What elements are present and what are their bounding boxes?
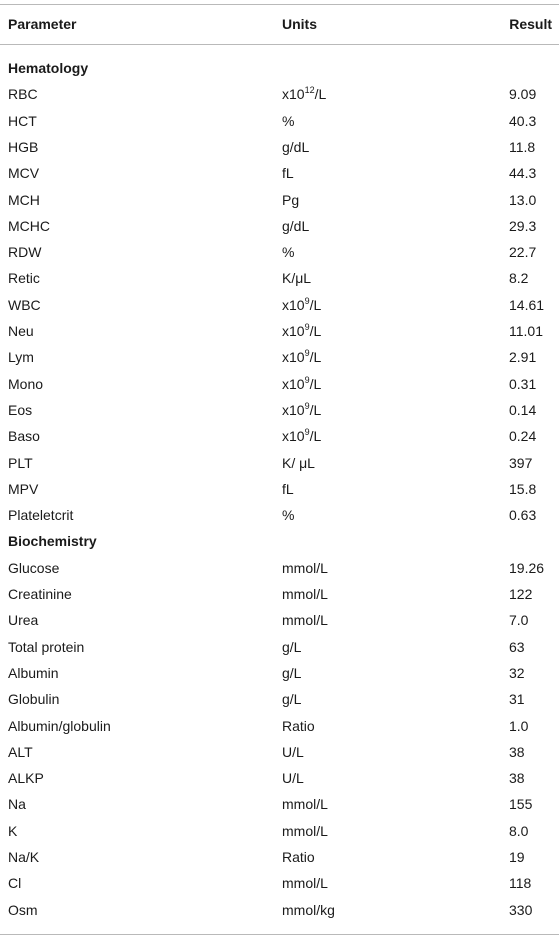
table-row xyxy=(0,660,559,686)
table-row xyxy=(0,344,559,370)
unit-cell xyxy=(282,897,335,923)
table-row xyxy=(0,818,559,844)
unit-tail: /L xyxy=(309,401,322,418)
table-bottom-rule xyxy=(0,934,559,935)
parameter-cell: Osm xyxy=(8,901,38,918)
result-cell: 15.8 xyxy=(509,480,537,497)
unit-base: U/L xyxy=(282,770,304,787)
table-row xyxy=(0,292,559,318)
unit-cell xyxy=(282,739,304,765)
unit-base: x10 xyxy=(282,401,305,418)
result-cell: 44.3 xyxy=(509,165,537,182)
unit-cell xyxy=(282,160,294,186)
parameter-cell: Globulin xyxy=(8,691,60,708)
result-cell: 19 xyxy=(509,849,525,865)
unit-cell xyxy=(282,371,321,399)
table-row xyxy=(0,371,559,397)
unit-tail: /L xyxy=(309,375,322,392)
parameter-cell: Mono xyxy=(8,375,44,392)
table-row xyxy=(0,108,559,134)
parameter-cell: MCHC xyxy=(8,217,50,234)
unit-base: mmol/L xyxy=(282,612,328,629)
result-cell: 0.24 xyxy=(509,428,537,445)
result-cell: 13.0 xyxy=(509,191,537,208)
unit-exponent: 9 xyxy=(304,400,310,411)
unit-cell xyxy=(282,187,299,213)
result-cell: 0.31 xyxy=(509,375,537,392)
unit-base: U/L xyxy=(282,743,304,760)
result-cell: 330 xyxy=(509,901,533,918)
header-parameter: Parameter xyxy=(8,16,77,32)
table-row xyxy=(0,607,559,633)
unit-tail: /L xyxy=(309,428,322,445)
section-title: Biochemistry xyxy=(8,533,97,550)
unit-cell xyxy=(282,870,328,896)
result-cell: 19.26 xyxy=(509,559,545,576)
table-row xyxy=(0,502,559,528)
result-cell: 32 xyxy=(509,664,525,681)
result-cell: 0.14 xyxy=(509,401,537,418)
table-header-rule xyxy=(0,44,559,45)
result-cell: 40.3 xyxy=(509,112,537,129)
table-row xyxy=(0,397,559,423)
section-heading-row xyxy=(0,528,559,554)
result-cell: 397 xyxy=(509,454,533,471)
unit-base: g/L xyxy=(282,691,302,708)
result-cell: 22.7 xyxy=(509,244,537,261)
table-row xyxy=(0,844,559,870)
unit-base: K/μL xyxy=(282,270,312,287)
result-cell: 38 xyxy=(509,770,525,787)
unit-base: x10 xyxy=(282,296,305,313)
parameter-cell: Total protein xyxy=(8,638,85,655)
unit-cell xyxy=(282,818,328,844)
parameter-cell: HGB xyxy=(8,138,39,155)
unit-base: mmol/L xyxy=(282,875,328,892)
parameter-cell: HCT xyxy=(8,112,37,129)
unit-tail: /L xyxy=(314,86,327,103)
table-row xyxy=(0,634,559,660)
unit-cell xyxy=(282,265,311,291)
table-row xyxy=(0,187,559,213)
result-cell: 0.63 xyxy=(509,507,537,524)
unit-base: % xyxy=(282,112,295,129)
unit-base: Ratio xyxy=(282,849,315,865)
result-cell: 29.3 xyxy=(509,217,537,234)
parameter-cell: MCH xyxy=(8,191,40,208)
result-cell: 8.0 xyxy=(509,822,529,839)
unit-base: g/L xyxy=(282,638,302,655)
table-row xyxy=(0,791,559,817)
unit-cell xyxy=(282,476,294,502)
unit-base: fL xyxy=(282,480,294,497)
section-heading-row xyxy=(0,55,559,81)
table-row xyxy=(0,423,559,449)
unit-base: g/L xyxy=(282,664,302,681)
parameter-cell: Retic xyxy=(8,270,40,287)
unit-exponent: 9 xyxy=(304,295,310,306)
unit-exponent: 9 xyxy=(304,427,310,438)
result-cell: 31 xyxy=(509,691,525,708)
unit-cell xyxy=(282,686,301,712)
unit-cell xyxy=(282,213,309,239)
unit-cell xyxy=(282,344,321,372)
parameter-cell: Urea xyxy=(8,612,39,629)
unit-base: x10 xyxy=(282,86,305,103)
parameter-cell: Albumin/globulin xyxy=(8,717,111,734)
unit-cell xyxy=(282,450,315,476)
unit-cell xyxy=(282,765,304,791)
unit-exponent: 12 xyxy=(304,85,315,96)
unit-base: mmol/L xyxy=(282,559,328,576)
parameter-cell: Neu xyxy=(8,323,34,339)
parameter-cell: Cl xyxy=(8,875,22,892)
header-units: Units xyxy=(282,16,317,32)
unit-base: % xyxy=(282,507,295,524)
header-result: Result xyxy=(509,16,552,32)
parameter-cell: Glucose xyxy=(8,559,60,576)
unit-base: Ratio xyxy=(282,717,315,734)
table-row xyxy=(0,265,559,291)
unit-base: x10 xyxy=(282,349,305,366)
unit-cell xyxy=(282,108,294,134)
unit-base: mmol/kg xyxy=(282,901,335,918)
table-row xyxy=(0,450,559,476)
unit-cell xyxy=(282,292,321,320)
result-cell: 11.01 xyxy=(509,323,543,339)
unit-cell xyxy=(282,134,309,160)
parameter-cell: K xyxy=(8,822,18,839)
table-row xyxy=(0,239,559,265)
unit-cell xyxy=(282,502,294,528)
parameter-cell: RBC xyxy=(8,86,38,103)
parameter-cell: Eos xyxy=(8,401,33,418)
unit-base: Pg xyxy=(282,191,300,208)
result-cell: 38 xyxy=(509,743,525,760)
unit-exponent: 9 xyxy=(304,348,310,359)
unit-base: % xyxy=(282,244,295,261)
unit-exponent: 9 xyxy=(304,374,310,385)
table-row xyxy=(0,160,559,186)
unit-cell xyxy=(282,555,328,581)
result-cell: 155 xyxy=(509,796,533,813)
unit-cell xyxy=(282,318,321,346)
section-title: Hematology xyxy=(8,60,89,76)
table-top-rule xyxy=(0,4,559,5)
parameter-cell: Albumin xyxy=(8,664,59,681)
table-row xyxy=(0,134,559,160)
unit-base: mmol/L xyxy=(282,822,328,839)
unit-base: g/dL xyxy=(282,217,310,234)
parameter-cell: Creatinine xyxy=(8,586,72,602)
unit-cell xyxy=(282,607,328,633)
table-row xyxy=(0,686,559,712)
parameter-cell: PLT xyxy=(8,454,33,471)
table-row xyxy=(0,213,559,239)
result-cell: 2.91 xyxy=(509,349,537,366)
unit-cell xyxy=(282,660,301,686)
result-cell: 8.2 xyxy=(509,270,529,287)
table-header-row xyxy=(0,11,559,37)
unit-base: fL xyxy=(282,165,294,182)
parameter-cell: Lym xyxy=(8,349,34,366)
table-row xyxy=(0,765,559,791)
unit-cell xyxy=(282,844,315,870)
unit-base: mmol/L xyxy=(282,796,328,813)
result-cell: 14.61 xyxy=(509,296,545,313)
unit-cell xyxy=(282,791,328,817)
parameter-cell: Plateletcrit xyxy=(8,507,74,524)
unit-tail: /L xyxy=(309,296,322,313)
unit-base: x10 xyxy=(282,323,305,339)
table-row xyxy=(0,897,559,923)
result-cell: 118 xyxy=(509,875,532,892)
unit-cell xyxy=(282,397,321,425)
parameter-cell: Na xyxy=(8,796,26,813)
table-row xyxy=(0,318,559,344)
unit-base: g/dL xyxy=(282,138,310,155)
table-row xyxy=(0,476,559,502)
parameter-cell: ALKP xyxy=(8,770,44,787)
parameter-cell: MCV xyxy=(8,165,40,182)
unit-cell xyxy=(282,713,315,739)
unit-tail: /L xyxy=(309,323,322,339)
table-row xyxy=(0,713,559,739)
table-row xyxy=(0,555,559,581)
unit-base: x10 xyxy=(282,375,305,392)
result-cell: 9.09 xyxy=(509,86,537,103)
unit-base: K/ μL xyxy=(282,454,315,471)
unit-cell xyxy=(282,423,321,451)
unit-cell xyxy=(282,81,326,109)
table-row xyxy=(0,81,559,107)
parameter-cell: WBC xyxy=(8,296,41,313)
unit-base: x10 xyxy=(282,428,305,445)
unit-base: mmol/L xyxy=(282,586,328,602)
result-cell: 11.8 xyxy=(509,138,536,155)
unit-cell xyxy=(282,634,301,660)
parameter-cell: Baso xyxy=(8,428,40,445)
table-row xyxy=(0,581,559,607)
result-cell: 1.0 xyxy=(509,717,529,734)
parameter-cell: MPV xyxy=(8,480,39,497)
parameter-cell: Na/K xyxy=(8,849,40,865)
unit-exponent: 9 xyxy=(304,322,310,332)
result-cell: 122 xyxy=(509,586,533,602)
table-row xyxy=(0,739,559,765)
unit-cell xyxy=(282,581,328,607)
unit-tail: /L xyxy=(309,349,322,366)
result-cell: 7.0 xyxy=(509,612,529,629)
parameter-cell: ALT xyxy=(8,743,33,760)
unit-cell xyxy=(282,239,294,265)
table-row xyxy=(0,870,559,896)
parameter-cell: RDW xyxy=(8,244,42,261)
result-cell: 63 xyxy=(509,638,525,655)
